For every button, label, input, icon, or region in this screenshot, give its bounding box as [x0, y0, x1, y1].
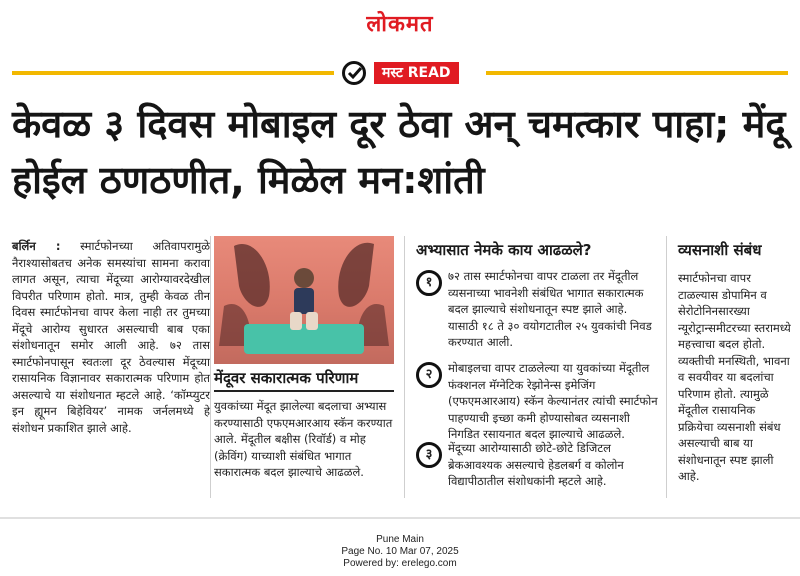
powered-by-link[interactable]: Powered by: erelego.com [343, 558, 457, 569]
yellow-rule-right [486, 71, 788, 75]
section-heading-findings: अभ्यासात नेमके काय आढळले? [416, 241, 592, 259]
column-divider [666, 236, 667, 498]
lead-body: स्मार्टफोनच्या अतिवापरामुळे नैराश्यासोबतच अनेक समस्यांचा सामना करावा लागत असून, त्याचा मेंदूच्या आरोग्यावरदेखील विपरीत परिणाम होतो. मात्र, तुम्ही केवळ तीन दिवस स्मार्टफोनचा वापर केला नाही तर तुमच्या मेंदूचे आरोग्य सुधारत असल्याची बाब एका संशोधनातून समोर आली आहे. ७२ तास स्मार्टफोनपासून स्वतःला दूर ठेवल्यास मेंदूच्या रासायनिक विज्ञानावर सकारात्मक परिणाम होत असल्याचे या संशोधनात म्हटले आहे. ‘कॉम्प्युटर इन ह्यूमन बिहेवियर’ नामक जर्नलमध्ये हे संशोधन प्रकाशित झाले आहे. [12, 239, 210, 435]
finding-text: मोबाइलचा वापर टाळलेल्या या युवकांच्या मेंदूतील फंक्शनल मॅग्नेटिक रेझोनेन्स इमेजिंग (एफएमआरआय) स्कॅन केल्यानंतर त्यांची स्मार्टफोन पाहण्याची इच्छा कमी होण्यासोबत व्यसनाशी निगडित रसायनात बदल झाल्याचे आढळले. [448, 361, 658, 441]
section-heading-positive-effect: मेंदूवर सकारात्मक परिणाम [214, 368, 394, 392]
must-read-tag: मस्ट READ [374, 62, 459, 84]
footer-divider [0, 517, 800, 519]
column-divider [210, 236, 211, 498]
headline: केवळ ३ दिवस मोबाइल दूर ठेवा अन् चमत्कार पाहा; मेंदू होईल ठणठणीत, मिळेल मन:शांती [12, 102, 786, 202]
section-body-positive-effect: युवकांच्या मेंदूत झालेल्या बदलाचा अभ्यास करण्यासाठी एफएमआरआय स्कॅन करण्यात आले. मेंदूतील बक्षीस (रिवॉर्ड) व मोह (क्रेविंग) याच्याशी संबंधित भागात सकारात्मक बदल झाल्याचे आढळले. [214, 399, 393, 479]
dateline: बर्लिन : [12, 239, 61, 253]
finding-text: ७२ तास स्मार्टफोनचा वापर टाळला तर मेंदूतील व्यसनाच्या भावनेशी संबंधित भागात सकारात्मक बदल झाल्याचे संशोधनातून स्पष्ट झाले आहे. यासाठी १८ ते ३० वयोगटातील २५ युवकांची निवड करण्यात आली. [448, 269, 652, 349]
finding-number: ३ [416, 442, 442, 468]
page-footer [250, 534, 550, 570]
section-heading-addiction: व्यसनाशी संबंध [678, 241, 762, 259]
article-lead-column [12, 238, 210, 436]
finding-text: मेंदूच्या आरोग्यासाठी छोटे-छोटे डिजिटल ब्रेकआवश्यक असल्याचे हेडलबर्ग व कोलोन विद्यापीठातील संशोधकांनी म्हटले आहे. [448, 441, 624, 488]
edition-name: Pune Main [376, 534, 424, 545]
yellow-rule-left [12, 71, 334, 75]
section-body-addiction: स्मार्टफोनचा वापर टाळल्यास डोपामिन व सेरोटोनिनसारख्या न्यूरोट्रान्समीटरच्या स्तरामध्ये महत्त्वाचा बदल होतो. व्यक्तीची मनस्थिती, भावना व सवयीवर या बदलांचा परिणाम होतो. त्यामुळे मेंदूतील रासायनिक प्रक्रियेचा व्यसनाशी संबंध असल्याची बाब या संशोधनातून स्पष्ट झाली आहे. [678, 271, 791, 483]
check-circle-icon [342, 61, 366, 85]
article-photo[interactable] [214, 236, 394, 364]
finding-number: २ [416, 362, 442, 388]
finding-number: १ [416, 270, 442, 296]
masthead [0, 0, 800, 42]
page-info: Page No. 10 Mar 07, 2025 [341, 546, 459, 557]
must-read-band [12, 62, 788, 84]
column-divider [404, 236, 405, 498]
lokmat-logo[interactable]: लोकमत [366, 11, 434, 37]
